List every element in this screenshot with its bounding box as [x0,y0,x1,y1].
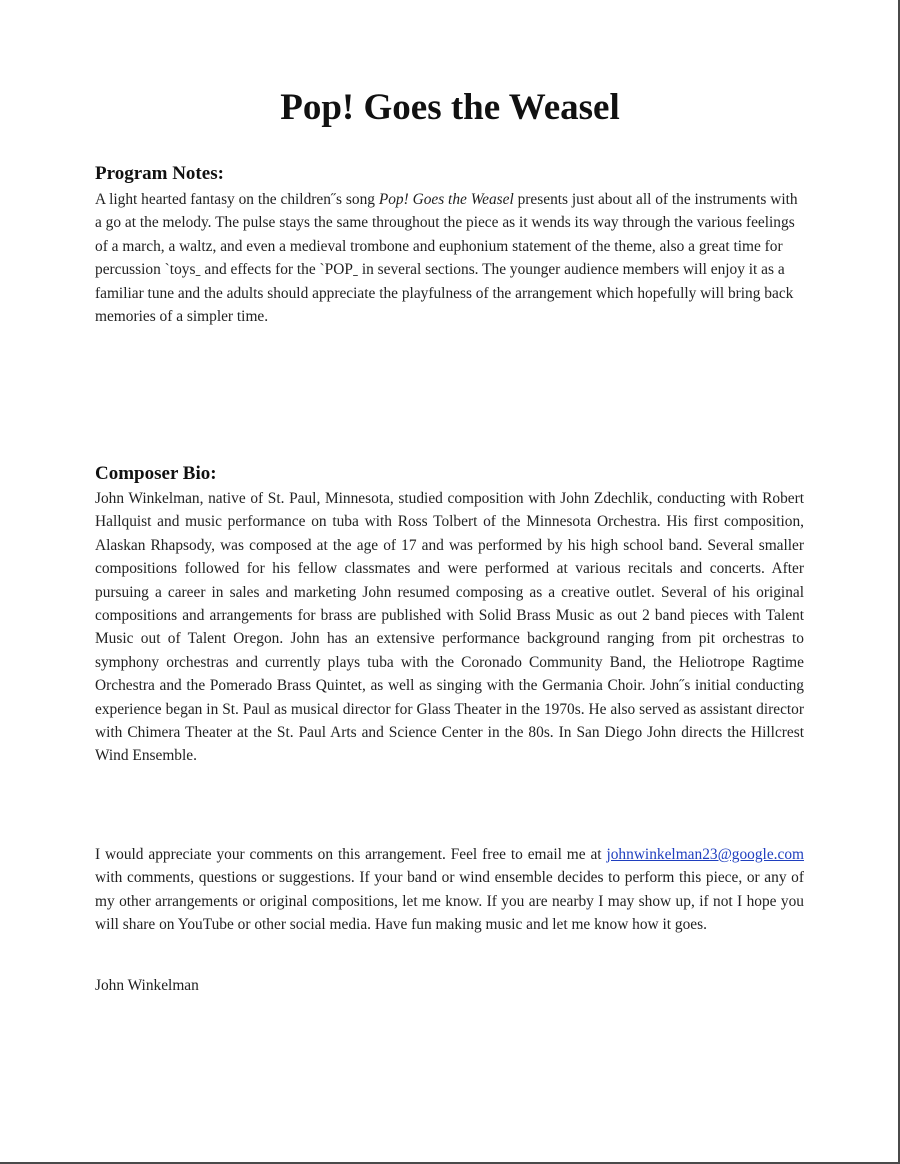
composer-bio-heading: Composer Bio: [95,463,217,484]
program-notes-text-start: A light hearted fantasy on the children˝s song [95,191,379,208]
program-notes-paragraph [95,188,804,328]
comments-paragraph [95,843,804,937]
program-notes-heading: Program Notes: [95,163,224,184]
comments-text-start: I would appreciate your comments on this arrangement. Feel free to email me at [95,846,607,863]
composer-bio-paragraph: John Winkelman, native of St. Paul, Minnesota, studied composition with John Zdechlik, conducting with Robert Hallquist and music performance on tuba with Ross Tolbert of the Minnesota Orchestra. His first composition, Alaskan Rhapsody, was composed at the age of 17 and was performed by his high school band. Several smaller compositions followed for his fellow classmates and were performed at various recitals and concerts. After pursuing a career in sales and marketing John resumed composing as a creative outlet. Several of his original compositions and arrangements for brass are published with Solid Brass Music as out 2 band pieces with Talent Music out of Talent Oregon. John has an extensive performance background ranging from pit orchestras to symphony orchestras and currently plays tuba with the Coronado Community Band, the Heliotrope Ragtime Orchestra and the Pomerado Brass Quintet, as well as singing with the Germania Choir. John˝s initial conducting experience began in St. Paul as musical director for Glass Theater in the 1970s. He also served as assistant director with Chimera Theater at the St. Paul Arts and Science Center in the 80s. In San Diego John directs the Hillcrest Wind Ensemble. [95,490,804,765]
signature: John Winkelman [95,977,199,994]
program-notes-text-end: presents just about all of the instruments with a go at the melody. The pulse stays the same throughout the piece as it wends its way through the various feelings of a march, a waltz, and even a medieval trombone and euphonium statement of the theme, also a great time for percussion ˋtoysˍ and effects for the ˋPOPˍ in several sections. The younger audience members will enjoy it as a familiar tune and the adults should appreciate the playfulness of the arrangement which hopefully will bring back memories of a simpler time. [95,191,798,326]
email-link[interactable]: johnwinkelman23@google.com [606,846,804,863]
comments-text-end: with comments, questions or suggestions. If your band or wind ensemble decides to perform this piece, or any of my other arrangements or original compositions, let me know. If you are nearby I may show up, if not I hope you will share on YouTube or other social media. Have fun making music and let me know how it goes. [95,869,804,934]
program-notes-italic-title: Pop! Goes the Weasel [378,191,514,208]
page-title: Pop! Goes the Weasel [280,87,620,128]
